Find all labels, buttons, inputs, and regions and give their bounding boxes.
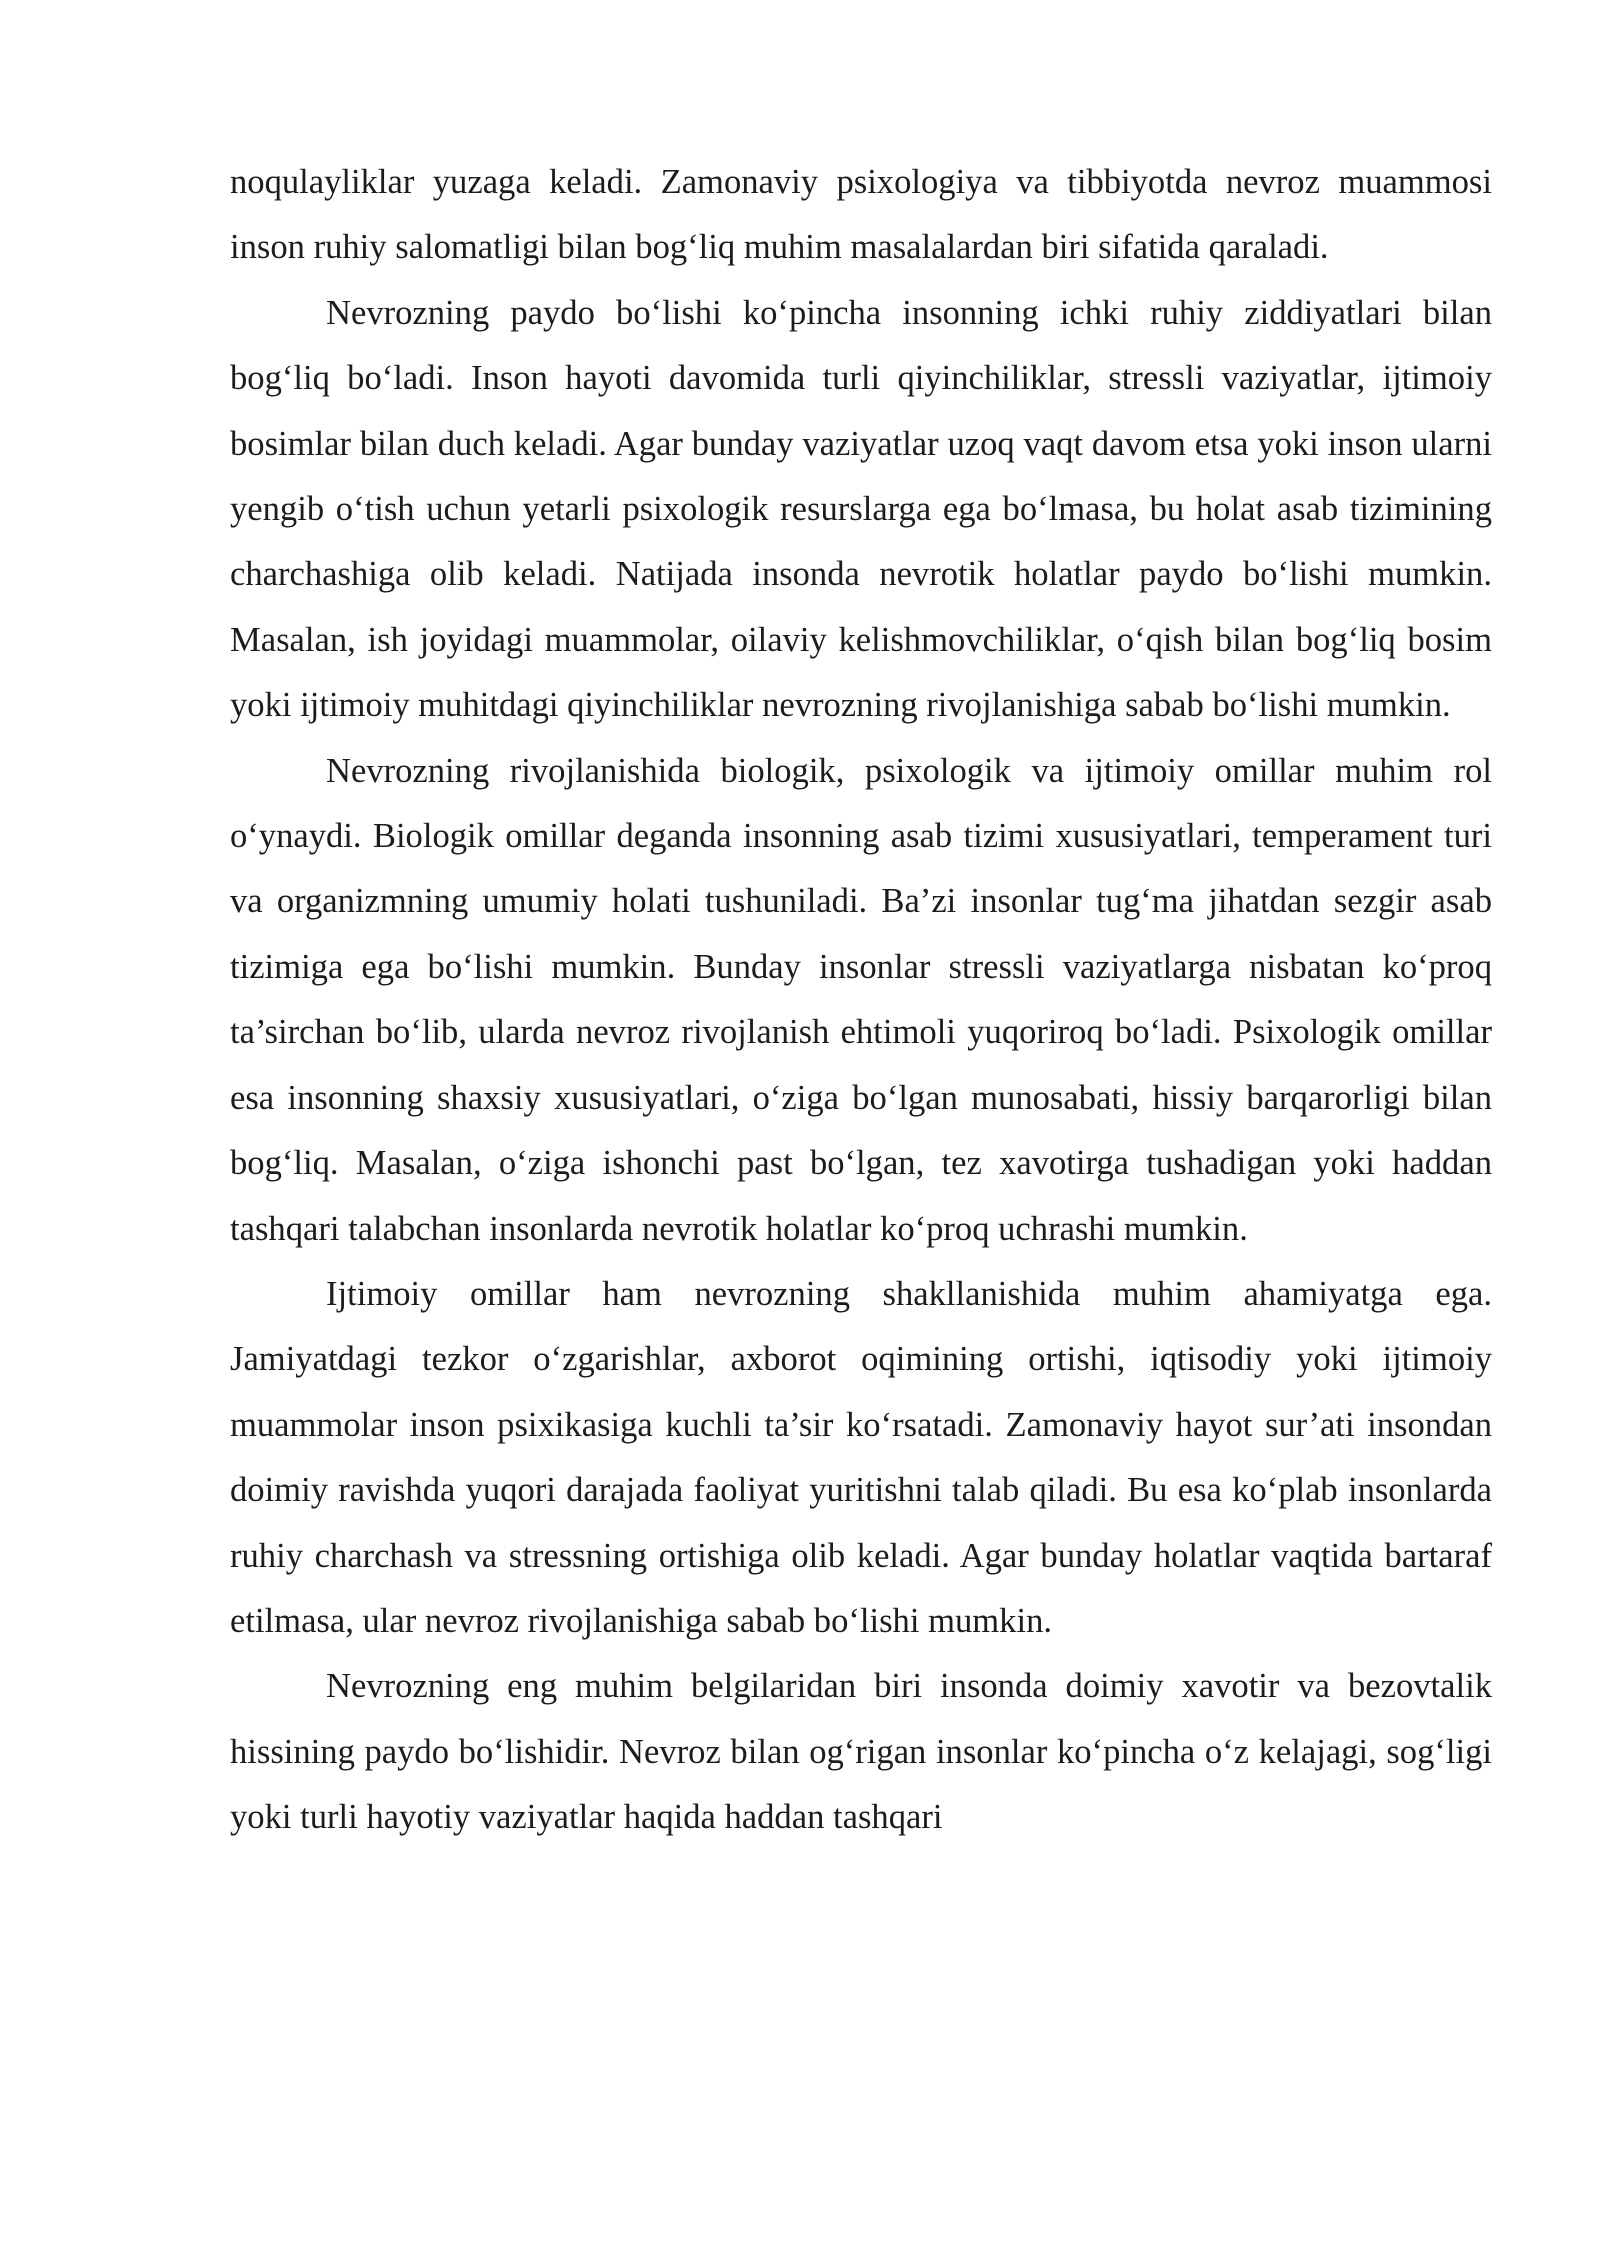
paragraph-2: Nevrozning paydo bo‘lishi ko‘pincha insonning ichki ruhiy ziddiyatlari bilan bog‘liq bo‘ladi. Inson hayoti davomida turli qiyinchiliklar, stressli vaziyatlar, ijtimoiy bosimlar bilan duch keladi. Agar bunday vaziyatlar uzoq vaqt davom etsa yoki inson ularni yengib o‘tish uchun yetarli psixologik resurslarga ega bo‘lmasa, bu holat asab tizimining charchashiga olib keladi. Natijada insonda nevrotik holatlar paydo bo‘lishi mumkin. Masalan, ish joyidagi muammolar, oilaviy kelishmovchiliklar, o‘qish bilan bog‘liq bosim yoki ijtimoiy muhitdagi qiyinchiliklar nevrozning rivojlanishiga sabab bo‘lishi mumkin. [230, 293, 1492, 725]
paragraph-3: Nevrozning rivojlanishida biologik, psixologik va ijtimoiy omillar muhim rol o‘ynaydi. Biologik omillar deganda insonning asab tizimi xususiyatlari, temperament turi va organizmning umumiy holati tushuniladi. Ba’zi insonlar tug‘ma jihatdan sezgir asab tizimiga ega bo‘lishi mumkin. Bunday insonlar stressli vaziyatlarga nisbatan ko‘proq ta’sirchan bo‘lib, ularda nevroz rivojlanish ehtimoli yuqoriroq bo‘ladi. Psixologik omillar esa insonning shaxsiy xususiyatlari, o‘ziga bo‘lgan munosabati, hissiy barqarorligi bilan bog‘liq. Masalan, o‘ziga ishonchi past bo‘lgan, tez xavotirga tushadigan yoki haddan tashqari talabchan insonlarda nevrotik holatlar ko‘proq uchrashi mumkin. [230, 751, 1492, 1248]
paragraph-5: Nevrozning eng muhim belgilaridan biri insonda doimiy xavotir va bezovtalik hissining paydo bo‘lishidir. Nevroz bilan og‘rigan insonlar ko‘pincha o‘z kelajagi, sog‘ligi yoki turli hayotiy vaziyatlar haqida haddan tashqari [230, 1667, 1492, 1837]
document-body [230, 150, 1492, 1851]
paragraph-1: noqulayliklar yuzaga keladi. Zamonaviy psixologiya va tibbiyotda nevroz muammosi inson ruhiy salomatligi bilan bog‘liq muhim masalalardan biri sifatida qaraladi. [230, 163, 1492, 267]
paragraph-4: Ijtimoiy omillar ham nevrozning shakllanishida muhim ahamiyatga ega. Jamiyatdagi tezkor o‘zgarishlar, axborot oqimining ortishi, iqtisodiy yoki ijtimoiy muammolar inson psixikasiga kuchli ta’sir ko‘rsatadi. Zamonaviy hayot sur’ati insondan doimiy ravishda yuqori darajada faoliyat yuritishni talab qiladi. Bu esa ko‘plab insonlarda ruhiy charchash va stressning ortishiga olib keladi. Agar bunday holatlar vaqtida bartaraf etilmasa, ular nevroz rivojlanishiga sabab bo‘lishi mumkin. [230, 1274, 1492, 1640]
